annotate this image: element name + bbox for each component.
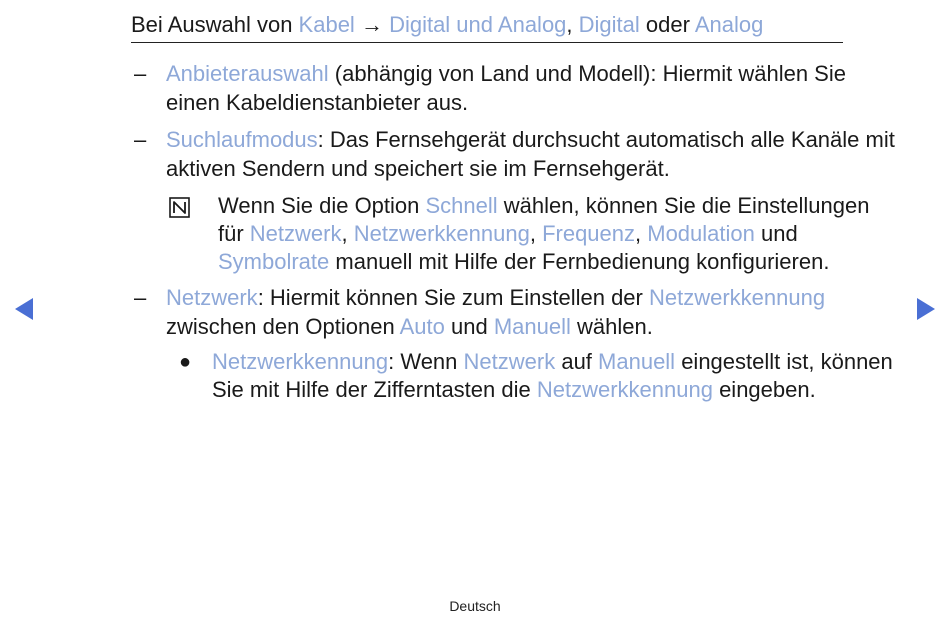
term-schnell: Schnell (425, 193, 498, 218)
dash-marker: – (134, 127, 147, 152)
heading-comma: , (566, 12, 579, 37)
note-comma: , (635, 221, 648, 246)
netzwerk-text-3: wählen. (570, 313, 653, 339)
heading-kabel: Kabel (298, 12, 355, 37)
term-symbolrate: Symbolrate (218, 249, 330, 274)
previous-page-triangle-left-icon[interactable] (15, 298, 33, 320)
netzwerk-text-2: zwischen den Optionen (166, 313, 400, 339)
dash-marker: – (134, 61, 147, 86)
netzwerk-text-1: : Hiermit können Sie zum Einstellen der (257, 285, 649, 310)
page-heading (131, 12, 843, 43)
list-item-anbieterauswahl (131, 60, 901, 117)
heading-digital-und-analog: Digital und Analog (389, 12, 567, 37)
heading-oder: oder (639, 12, 695, 37)
heading-arrow: → (354, 12, 390, 37)
main-content (131, 60, 901, 404)
term-netzwerk: Netzwerk (249, 221, 342, 246)
note-und: und (754, 221, 798, 246)
bullet-text-3: eingestellt ist, können Sie mit Hilfe der Zifferntasten die (212, 349, 893, 402)
note-text-2: wählen, können Sie die Einstellungen für (218, 193, 870, 246)
bullet-text-2: auf (555, 349, 599, 374)
heading-analog: Analog (694, 12, 764, 37)
netzwerk-und: und (444, 313, 494, 339)
next-page-triangle-right-icon[interactable] (917, 298, 935, 320)
term-manuell: Manuell (598, 349, 676, 374)
suchlaufmodus-description: : Das Fernsehgerät durchsucht automatisch alle Kanäle mit aktiven Sendern und speichert sie im Fernsehgerät. (166, 127, 895, 181)
anbieterauswahl-description: (abhängig von Land und Modell): Hiermit wählen Sie einen Kabeldienstanbieter aus. (166, 61, 846, 115)
list-item-netzwerk (131, 284, 901, 341)
note-text-3: manuell mit Hilfe der Fernbedienung konfigurieren. (329, 249, 830, 274)
term-netzwerk: Netzwerk (463, 349, 556, 374)
bullet-item-netzwerkkennung (177, 348, 901, 404)
term-auto: Auto (399, 313, 445, 339)
bullet-text-1: : Wenn (388, 349, 464, 374)
note-comma: , (529, 221, 543, 246)
term-netzwerkkennung: Netzwerkkennung (353, 221, 530, 246)
term-modulation: Modulation (647, 221, 755, 246)
bullet-text-4: eingeben. (712, 377, 816, 402)
bullet-marker: ● (179, 351, 192, 373)
term-netzwerk: Netzwerk (166, 285, 258, 310)
footer-language: Deutsch (449, 598, 501, 614)
note-icon (169, 197, 190, 218)
term-manuell: Manuell (493, 313, 571, 339)
list-item-suchlaufmodus (131, 126, 901, 183)
term-netzwerkkennung: Netzwerkkennung (536, 377, 713, 402)
note-comma: , (341, 221, 354, 246)
term-netzwerkkennung: Netzwerkkennung (212, 349, 389, 374)
term-anbieterauswahl: Anbieterauswahl (166, 61, 329, 86)
heading-digital: Digital (578, 12, 640, 37)
note-text-1: Wenn Sie die Option (218, 193, 426, 218)
heading-prefix: Bei Auswahl von (131, 12, 299, 37)
dash-marker: – (134, 285, 147, 310)
note-block (166, 192, 901, 276)
term-netzwerkkennung: Netzwerkkennung (648, 285, 826, 310)
term-suchlaufmodus: Suchlaufmodus (166, 127, 318, 152)
term-frequenz: Frequenz (542, 221, 636, 246)
